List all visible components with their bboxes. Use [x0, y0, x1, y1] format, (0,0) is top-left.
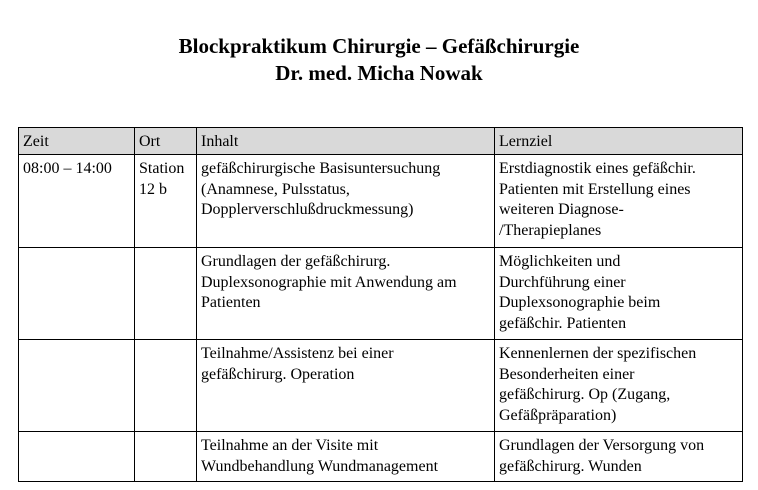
column-header-zeit: Zeit — [19, 128, 135, 155]
cell-zeit — [19, 248, 135, 340]
table-row — [19, 248, 743, 340]
table-header-row — [19, 128, 743, 155]
cell-inhalt: Teilnahme an der Visite mit Wundbehandlung Wundmanagement — [197, 432, 495, 482]
title-line-course: Blockpraktikum Chirurgie – Gefäßchirurgie — [178, 34, 580, 58]
cell-lernziel: Kennenlernen der spezifischen Besonderheiten einer gefäßchirurg. Op (Zugang, Gefäßpräparation) — [495, 340, 743, 432]
cell-zeit: 08:00 – 14:00 — [19, 155, 135, 248]
cell-ort — [135, 248, 197, 340]
cell-inhalt: Teilnahme/Assistenz bei einer gefäßchirurg. Operation — [197, 340, 495, 432]
title-line-supervisor: Dr. med. Micha Nowak — [275, 61, 483, 85]
cell-zeit — [19, 340, 135, 432]
table-row — [19, 155, 743, 248]
schedule-table — [18, 127, 743, 482]
cell-ort — [135, 340, 197, 432]
column-header-ort: Ort — [135, 128, 197, 155]
table-row — [19, 340, 743, 432]
column-header-inhalt: Inhalt — [197, 128, 495, 155]
cell-ort — [135, 432, 197, 482]
cell-lernziel: Grundlagen der Versorgung von gefäßchirurg. Wunden — [495, 432, 743, 482]
cell-inhalt: gefäßchirurgische Basisuntersuchung (Anamnese, Pulsstatus, Dopplerverschlußdruckmessung) — [197, 155, 495, 248]
cell-lernziel: Möglichkeiten und Durchführung einer Duplexsonographie beim gefäßchir. Patienten — [495, 248, 743, 340]
column-header-lernziel: Lernziel — [495, 128, 743, 155]
cell-inhalt: Grundlagen der gefäßchirurg. Duplexsonographie mit Anwendung am Patienten — [197, 248, 495, 340]
cell-ort: Station 12 b — [135, 155, 197, 248]
cell-zeit — [19, 432, 135, 482]
table-row — [19, 432, 743, 482]
document-title — [0, 33, 758, 87]
cell-lernziel: Erstdiagnostik eines gefäßchir. Patienten mit Erstellung eines weiteren Diagnose- /Therapieplanes — [495, 155, 743, 248]
